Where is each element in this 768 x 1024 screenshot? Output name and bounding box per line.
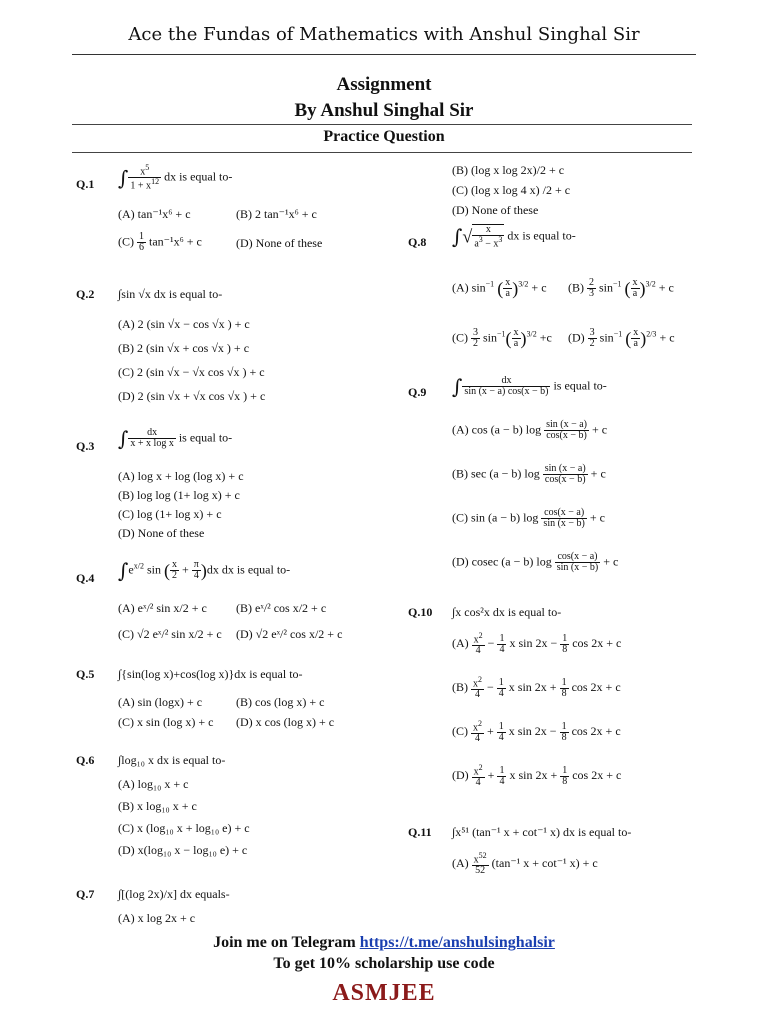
telegram-text: Join me on Telegram [213,934,356,951]
option-a: (A) log x + log (log x) + c [118,469,244,483]
option-d: (D) x cos (log x) + c [236,715,335,729]
option-a: (A) $\frac{x^{52}}{52}$ (tan⁻¹ x + cot⁻¹ x) + c [452,851,598,877]
question-number: Q.7 [76,887,95,901]
assignment-title: Assignment [336,74,432,95]
question-number: Q.4 [76,571,95,585]
option-b: (B) eˣ/² cos x/2 + c [236,601,327,615]
option-d: (D) x(log₁₀ x − log₁₀ e) + c [118,843,248,857]
option-d: (D) None of these [118,526,205,540]
question-number: Q.3 [76,439,95,453]
scholarship-text: To get 10% scholarship use code [273,955,495,972]
question-number: Q.6 [76,753,95,767]
option-a: (A) tan⁻¹x⁶ + c [118,207,191,221]
question-number: Q.2 [76,287,95,301]
author-title: By Anshul Singhal Sir [294,100,474,121]
question-number: Q.1 [76,177,95,191]
q7-option-c: (C) (log x log 4 x) /2 + c [452,183,571,197]
option-a: (A) $\frac{x^2}{4}$ − $\frac{1}{4}$ x sin 2x − $\frac{1}{8}$ cos 2x + c [452,631,622,657]
option-c: (C) $\frac{x^2}{4}$ + $\frac{1}{4}$ x sin 2x − $\frac{1}{8}$ cos 2x + c [452,719,621,745]
option-a: (A) eˣ/² sin x/2 + c [118,601,207,615]
option-a: (A) sin (logx) + c [118,695,203,709]
question-expression: ∫sin √x dx is equal to- [118,287,223,301]
option-b: (B) log log (1+ log x) + c [118,488,240,502]
option-d: (D) 2 (sin √x + √x cos √x ) + c [118,389,266,403]
option-c: (C) √2 eˣ/² sin x/2 + c [118,627,222,641]
option-c: (C) sin (a − b) log $\frac{\cos(x - a)}{\sin (x - b)}$ + c [452,507,605,529]
option-b: (B) sec (a − b) log $\frac{\sin (x - a)}{\cos(x - b)}$ + c [452,463,606,485]
question-expression: ∫[(log 2x)/x] dx equals- [118,887,230,901]
telegram-line [0,934,768,952]
option-a: (A) x log 2x + c [118,911,196,925]
option-c: (C) x (log₁₀ x + log₁₀ e) + c [118,821,250,835]
subtitle-rule [72,152,692,153]
option-c: (C) 2 (sin √x − √x cos √x ) + c [118,365,265,379]
option-a: (A) $\sin^{-1}$ ( $\frac{x}{a}$ )$^{3/2}$ + c [452,277,547,299]
option-d: (D) cosec (a − b) log $\frac{\cos(x - a)}{\sin (x - b)}$ + c [452,551,619,573]
question-expression: ∫{sin(log x)+cos(log x)}dx is equal to- [118,667,303,681]
question-expression: ∫ $\frac{dx}{\sin (x - a) \cos(x - b)}$ is equal to- [452,374,607,399]
telegram-link[interactable]: https://t.me/anshulsinghalsir [359,934,555,951]
option-d: (D) $\frac{x^2}{4}$ + $\frac{1}{4}$ x sin 2x + $\frac{1}{8}$ cos 2x + c [452,763,622,789]
option-b: (B) x log₁₀ x + c [118,799,197,813]
header-rule [72,54,696,55]
question-expression: ∫ $\frac{dx}{\text{x + x log x}}$ is equal to- [118,426,233,451]
q7-option-d: (D) None of these [452,203,539,217]
question-number: Q.5 [76,667,95,681]
option-b: (B) 2 (sin √x + cos √x ) + c [118,341,250,355]
option-d: (D) None of these [236,236,323,250]
q7-option-b: (B) (log x log 2x)/2 + c [452,163,565,177]
option-c: (C) log (1+ log x) + c [118,507,222,521]
option-b: (B) 2 tan⁻¹x⁶ + c [236,207,317,221]
question-expression: $\int e^{x/2}$ sin ( $\frac{x}{2}$ + $\frac{\pi}{4}$ )dx dx is equal to- [118,558,291,583]
option-c: (C) x sin (log x) + c [118,715,214,729]
promo-code: ASMJEE [332,980,436,1006]
option-b: (B) $\frac{x^2}{4}$ − $\frac{1}{4}$ x sin 2x + $\frac{1}{8}$ cos 2x + c [452,675,621,701]
question-expression: ∫x⁵¹ (tan⁻¹ x + cot⁻¹ x) dx is equal to- [452,825,632,839]
option-c: (C) $\frac{3}{2}$ $\sin^{-1}$( $\frac{x}{a}$ )$^{3/2}$ +c [452,327,552,349]
question-expression: ∫log₁₀ x dx is equal to- [118,753,226,767]
subtitle: Practice Question [323,128,445,145]
question-expression: ∫ $\frac{x^5}{1 + x^{12}}$ dx is equal to- [118,163,233,192]
option-a: (A) 2 (sin √x − cos √x ) + c [118,317,250,331]
question-number: Q.9 [408,385,427,399]
question-number: Q.10 [408,605,433,619]
option-b: (B) cos (log x) + c [236,695,325,709]
question-expression: ∫√ $\frac{x}{a^3 - x^3}$ dx is equal to- [452,224,576,250]
page-header: Ace the Fundas of Mathematics with Anshul Singhal Sir [128,24,640,45]
question-expression: ∫x cos²x dx is equal to- [452,605,562,619]
option-c: (C) $\frac{1}{6}$ tan⁻¹x⁶ + c [118,231,202,253]
option-b: (B) $\frac{2}{3}$ $\sin^{-1}$ ( $\frac{x}{a}$ )$^{3/2}$ + c [568,277,674,299]
option-a: (A) log₁₀ x + c [118,777,189,791]
option-a: (A) cos (a − b) log $\frac{\sin (x - a)}{\cos(x - b)}$ + c [452,419,608,441]
question-number: Q.8 [408,235,427,249]
option-d: (D) $\frac{3}{2}$ $\sin^{-1}$ ( $\frac{x}{a}$ )$^{2/3}$ + c [568,327,675,349]
question-number: Q.11 [408,825,432,839]
option-d: (D) √2 eˣ/² cos x/2 + c [236,627,343,641]
top-rule [72,124,692,125]
